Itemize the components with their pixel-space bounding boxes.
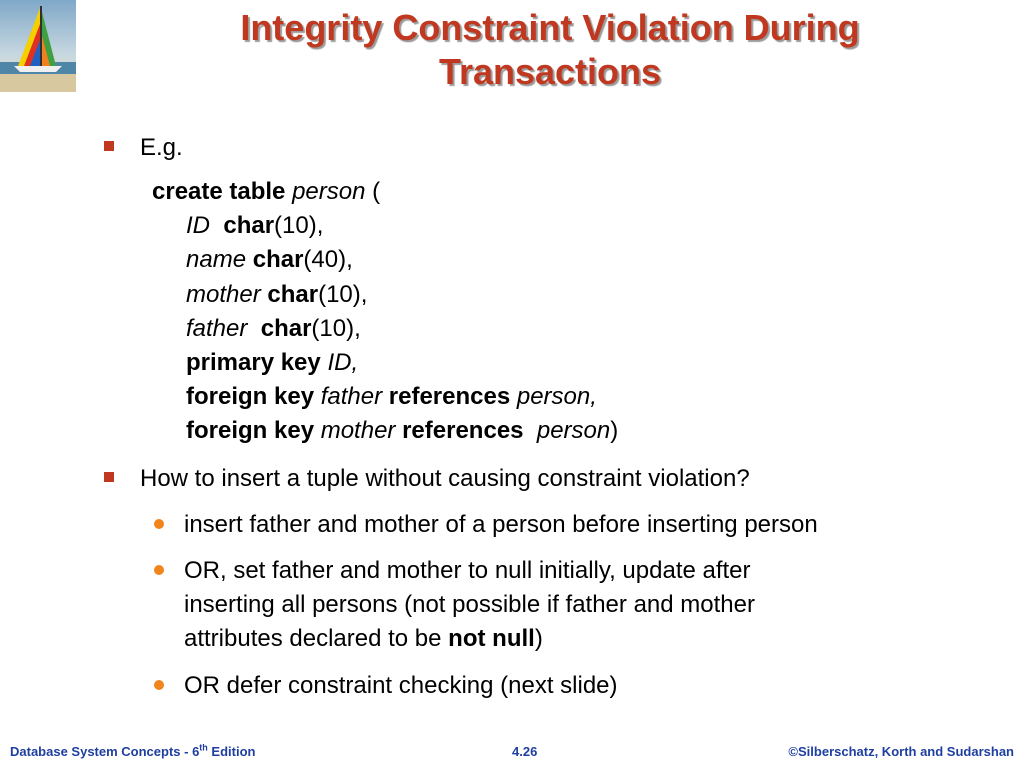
bullet-square-icon	[104, 472, 114, 482]
sub-bullet-b-line-2: inserting all persons (not possible if father and mother	[184, 591, 755, 618]
sub-bullet-c: OR defer constraint checking (next slide)	[184, 672, 618, 699]
sub-bullet-b-line-3	[184, 622, 543, 656]
sql-keyword: foreign key	[186, 417, 315, 444]
sql-column-type: char	[267, 281, 319, 308]
sql-fk-column: father	[320, 383, 383, 410]
sql-column-name: ID	[186, 212, 210, 239]
bullet-square-icon	[104, 141, 114, 151]
sql-column-name: father	[186, 315, 248, 342]
bullet-dot-icon	[154, 519, 164, 529]
sql-column-type: char	[252, 246, 304, 273]
bullet-question: How to insert a tuple without causing constraint violation?	[140, 465, 750, 492]
footer-book-title: Database System Concepts - 6	[10, 744, 200, 759]
sub-bullet-text: )	[534, 625, 543, 652]
sql-keyword: references	[388, 383, 511, 410]
bullet-dot-icon	[154, 565, 164, 575]
bullet-eg: E.g.	[140, 134, 183, 161]
sql-paren: )	[610, 417, 619, 444]
sub-bullet-bold-text: not null	[448, 625, 535, 652]
sql-column-type: char	[260, 315, 312, 342]
sql-column-line	[186, 209, 323, 243]
sql-keyword: references	[402, 417, 524, 444]
sql-fk-column: mother	[320, 417, 396, 444]
sql-column-size: (40),	[303, 246, 353, 273]
sql-column-name: mother	[186, 281, 261, 308]
sql-keyword: create table	[152, 178, 286, 205]
footer-copyright: ©Silberschatz, Korth and Sudarshan	[788, 744, 1014, 759]
sql-column-line	[186, 278, 367, 312]
sql-column-size: (10),	[311, 315, 361, 342]
sql-paren: (	[365, 178, 381, 205]
title-line-2: Transactions	[438, 51, 662, 92]
bullet-dot-icon	[154, 680, 164, 690]
sql-column-line	[186, 312, 361, 346]
title-line-1: Integrity Constraint Violation During	[240, 7, 860, 48]
sql-foreign-key-line	[186, 414, 618, 448]
footer-page-number: 4.26	[512, 744, 538, 759]
footer-sup: th	[199, 742, 208, 753]
sub-bullet-a: insert father and mother of a person before inserting person	[184, 511, 818, 538]
sub-bullet-text: attributes declared to be	[184, 625, 449, 652]
sql-column-size: (10),	[274, 212, 324, 239]
sql-column-size: (10),	[318, 281, 368, 308]
sql-column-type: char	[223, 212, 275, 239]
sub-bullet-b-line-1: OR, set father and mother to null initially, update after	[184, 557, 751, 584]
sql-ref-table: person,	[516, 383, 597, 410]
sql-column-name: name	[186, 246, 247, 273]
sql-ref-table: person	[536, 417, 611, 444]
sql-primary-key-line	[186, 346, 358, 380]
footer-left	[10, 744, 255, 759]
sql-create-line	[152, 175, 380, 209]
sql-keyword: foreign key	[186, 383, 315, 410]
sql-keyword: primary key	[186, 349, 321, 376]
sql-pk-column: ID,	[327, 349, 359, 376]
sql-column-line	[186, 243, 353, 277]
sql-table-name: person	[292, 178, 366, 205]
footer-edition: Edition	[207, 744, 256, 759]
sql-foreign-key-line	[186, 380, 597, 414]
